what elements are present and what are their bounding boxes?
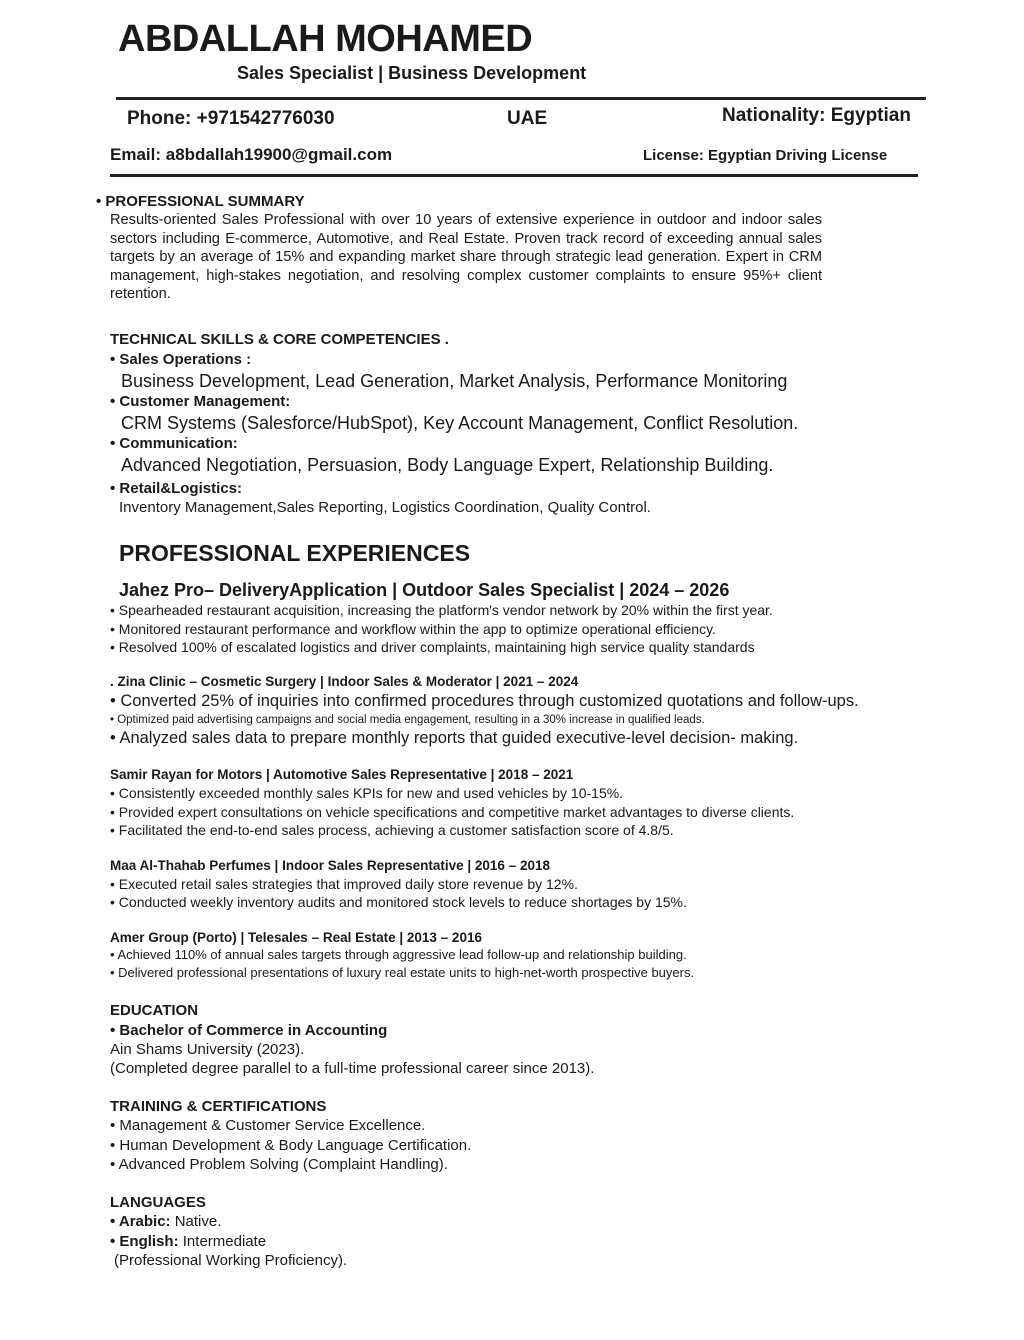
training-title: TRAINING & CERTIFICATIONS [110, 1098, 327, 1115]
job-heading: . Zina Clinic – Cosmetic Surgery | Indoor Sales & Moderator | 2021 – 2024 [110, 674, 579, 689]
job-bullet: • Analyzed sales data to prepare monthly reports that guided executive-level decision- making. [110, 729, 799, 747]
skills-title: TECHNICAL SKILLS & CORE COMPETENCIES . [110, 331, 449, 348]
training-item: • Management & Customer Service Excellence. [110, 1117, 426, 1134]
job-bullet: • Executed retail sales strategies that improved daily store revenue by 12%. [110, 876, 578, 892]
divider-top [116, 97, 926, 100]
education-title: EDUCATION [110, 1002, 199, 1019]
language-english-note: (Professional Working Proficiency). [114, 1252, 348, 1269]
candidate-name: ABDALLAH MOHAMED [118, 18, 533, 60]
skill-group-items: Business Development, Lead Generation, Market Analysis, Performance Monitoring [121, 371, 788, 391]
email: Email: a8bdallah19900@gmail.com [110, 145, 393, 164]
training-item: • Human Development & Body Language Certification. [110, 1137, 472, 1154]
language-label: • English: [110, 1233, 179, 1250]
phone: Phone: +971542776030 [127, 108, 335, 129]
skill-group-label: • Sales Operations : [110, 351, 252, 368]
languages-title: LANGUAGES [110, 1194, 206, 1211]
job-bullet: • Spearheaded restaurant acquisition, increasing the platform's vendor network by 20% within the first year. [110, 602, 773, 618]
language-english [110, 1233, 266, 1250]
training-item: • Advanced Problem Solving (Complaint Handling). [110, 1156, 448, 1173]
skill-group-items: Advanced Negotiation, Persuasion, Body Language Expert, Relationship Building. [121, 455, 774, 475]
language-level: Intermediate [178, 1233, 267, 1250]
job-bullet: • Resolved 100% of escalated logistics and driver complaints, maintaining high service quality standards [110, 639, 755, 655]
experience-title: PROFESSIONAL EXPERIENCES [119, 540, 471, 566]
job-heading: Samir Rayan for Motors | Automotive Sales Representative | 2018 – 2021 [110, 767, 574, 782]
divider-bottom [110, 174, 918, 177]
job-heading: Maa Al-Thahab Perfumes | Indoor Sales Representative | 2016 – 2018 [110, 858, 550, 873]
language-level: Native. [170, 1213, 222, 1230]
education-degree: • Bachelor of Commerce in Accounting [110, 1022, 388, 1039]
job-bullet: • Provided expert consultations on vehicle specifications and competitive market advantages to diverse clients. [110, 804, 795, 820]
skill-group-items: CRM Systems (Salesforce/HubSpot), Key Account Management, Conflict Resolution. [121, 413, 799, 433]
subtitle: Sales Specialist | Business Development [237, 63, 587, 83]
job-bullet: • Achieved 110% of annual sales targets through aggressive lead follow-up and relationship building. [110, 947, 687, 962]
summary-text: Results-oriented Sales Professional with over 10 years of extensive experience in outdoor and indoor sales sectors including E-commerce, Automotive, and Real Estate. Proven track record of exceeding annual sales targets by an average of 15% and expanding market share through strategic lead generation. Expert in CRM management, high-stakes negotiation, and resolving complex customer complaints to ensure 95%+ client retention. [110, 212, 822, 303]
nationality: Nationality: Egyptian [722, 105, 911, 126]
skill-group-items: Inventory Management,Sales Reporting, Logistics Coordination, Quality Control. [119, 499, 651, 516]
location: UAE [507, 108, 548, 129]
skill-group-label: • Retail&Logistics: [110, 480, 242, 497]
education-note: (Completed degree parallel to a full-time professional career since 2013). [110, 1060, 595, 1077]
job-bullet: • Optimized paid advertising campaigns and social media engagement, resulting in a 30% increase in qualified leads. [110, 714, 705, 726]
language-label: • Arabic: [110, 1213, 171, 1230]
license: License: Egyptian Driving License [643, 147, 888, 164]
summary-title: • PROFESSIONAL SUMMARY [96, 193, 305, 210]
education-school: Ain Shams University (2023). [110, 1041, 305, 1058]
job-heading: Jahez Pro– DeliveryApplication | Outdoor Sales Specialist | 2024 – 2026 [119, 580, 730, 600]
skill-group-label: • Communication: [110, 435, 238, 452]
job-bullet: • Delivered professional presentations of luxury real estate units to high-net-worth prospective buyers. [110, 965, 695, 980]
job-bullet: • Facilitated the end-to-end sales process, achieving a customer satisfaction score of 4.8/5. [110, 822, 674, 838]
job-bullet: • Converted 25% of inquiries into confirmed procedures through customized quotations and follow-ups. [110, 692, 859, 710]
job-heading: Amer Group (Porto) | Telesales – Real Estate | 2013 – 2016 [110, 930, 482, 945]
language-arabic [110, 1213, 221, 1230]
skill-group-label: • Customer Management: [110, 393, 291, 410]
job-bullet: • Monitored restaurant performance and workflow within the app to optimize operational efficiency. [110, 621, 716, 637]
job-bullet: • Consistently exceeded monthly sales KPIs for new and used vehicles by 10-15%. [110, 785, 624, 801]
job-bullet: • Conducted weekly inventory audits and monitored stock levels to reduce shortages by 15%. [110, 894, 687, 910]
